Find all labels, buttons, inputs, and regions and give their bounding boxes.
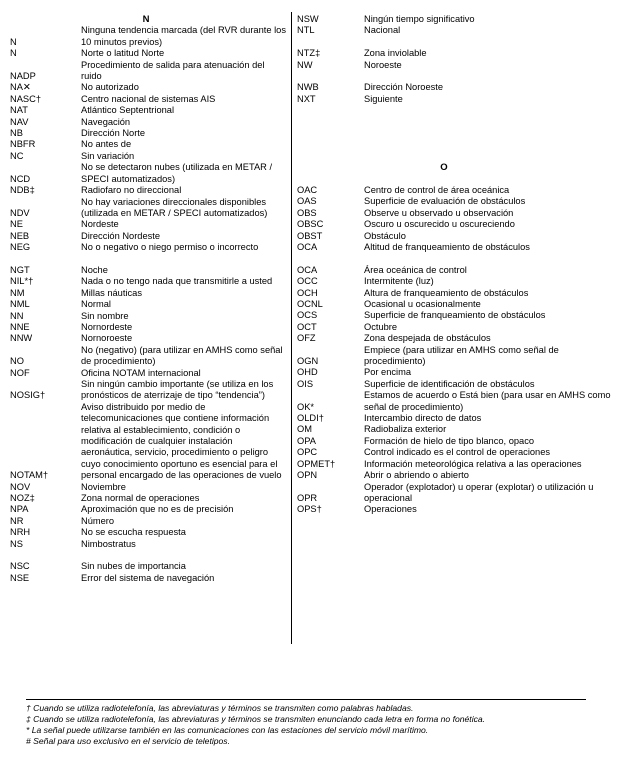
abbreviation-code: NN	[10, 310, 24, 321]
abbreviation-code: OK*	[297, 401, 315, 412]
abbreviation-meaning: Zona inviolable	[364, 48, 427, 59]
abbreviation-entry	[10, 82, 290, 93]
abbreviation-code: NGT	[10, 264, 30, 275]
abbreviation-code: NS	[10, 538, 23, 549]
spacer	[10, 254, 290, 265]
abbreviation-meaning: Siguiente	[364, 93, 403, 104]
abbreviation-meaning: Intercambio directo de datos	[364, 413, 482, 424]
abbreviation-entry	[297, 482, 622, 505]
abbreviation-entry	[10, 482, 290, 493]
abbreviation-meaning: Obstáculo	[364, 230, 406, 241]
abbreviation-code: OCA	[297, 264, 318, 275]
abbreviation-meaning: Norte o latitud Norte	[81, 48, 165, 59]
abbreviation-code: NSC	[10, 561, 30, 572]
abbreviation-code: OPN	[297, 470, 318, 481]
abbreviation-code: NWB	[297, 82, 319, 93]
abbreviation-entry	[10, 345, 290, 368]
abbreviation-entry	[297, 94, 622, 105]
abbreviation-code: NE	[10, 219, 23, 230]
abbreviation-entry	[297, 424, 622, 435]
abbreviation-code: NADP	[10, 71, 36, 82]
abbreviation-meaning: Nimbostratus	[81, 538, 136, 549]
abbreviation-meaning: Navegación	[81, 116, 131, 127]
footnote: ‡ Cuando se utiliza radiotelefonía, las abreviaturas y términos se transmiten enunciando cada letra en forma no fonética.	[26, 714, 486, 724]
abbreviation-entry	[10, 265, 290, 276]
abbreviation-code: NPA	[10, 504, 29, 515]
abbreviation-meaning: Sin nombre	[81, 310, 129, 321]
abbreviation-meaning: Noche	[81, 264, 108, 275]
abbreviation-meaning: Millas náuticas	[81, 287, 142, 298]
abbreviation-meaning: Formación de hielo de tipo blanco, opaco	[364, 435, 535, 446]
abbreviation-entry	[10, 60, 290, 83]
abbreviation-code: NR	[10, 515, 24, 526]
abbreviation-code: OCC	[297, 276, 318, 287]
abbreviation-entry	[10, 561, 290, 572]
abbreviation-entry	[10, 151, 290, 162]
abbreviation-meaning: Oficina NOTAM internacional	[81, 367, 201, 378]
abbreviation-meaning: Dirección Noroeste	[364, 82, 444, 93]
abbreviation-entry	[297, 310, 622, 321]
abbreviation-meaning: Nornordeste	[81, 321, 133, 332]
section-heading: O	[440, 162, 448, 174]
abbreviation-entry	[10, 231, 290, 242]
abbreviation-meaning: Intermitente (luz)	[364, 276, 434, 287]
abbreviation-code: NOZ‡	[10, 493, 35, 504]
abbreviation-entry	[297, 436, 622, 447]
abbreviation-meaning: Octubre	[364, 321, 398, 332]
abbreviation-meaning: Ocasional u ocasionalmente	[364, 299, 481, 310]
abbreviation-code: OCNL	[297, 299, 323, 310]
abbreviation-code: OM	[297, 424, 312, 435]
abbreviation-meaning: Noviembre	[81, 481, 126, 492]
abbreviation-meaning: Observe u observado u observación	[364, 207, 514, 218]
abbreviation-code: NRH	[10, 527, 31, 538]
footnotes	[26, 699, 586, 747]
abbreviation-code: NSW	[297, 14, 319, 24]
spacer	[297, 37, 622, 48]
abbreviation-code: NBFR	[10, 139, 36, 150]
abbreviation-meaning: Zona despejada de obstáculos	[364, 333, 491, 344]
abbreviation-entry	[297, 504, 622, 515]
abbreviation-meaning: Nada o no tengo nada que transmitirle a usted	[81, 276, 273, 287]
abbreviation-meaning: Atlántico Septentrional	[81, 105, 175, 116]
abbreviation-meaning: Aviso distribuido por medio de telecomunicaciones que contiene información relativa al establecimiento, condición o modificación de cualquier instalación aeronáutica, servicio, procedimiento o peligro cuyo conocimiento oportuno es esencial para el personal encargado de las operaciones de vuelo	[81, 401, 282, 481]
abbreviation-entry	[297, 82, 622, 93]
abbreviation-meaning: No antes de	[81, 139, 132, 150]
section-heading: N	[142, 14, 150, 25]
abbreviation-code: OPMET†	[297, 458, 336, 469]
abbreviation-entry	[10, 322, 290, 333]
abbreviation-meaning: Superficie de franqueamiento de obstáculos	[364, 310, 546, 321]
abbreviation-code: OBST	[297, 230, 323, 241]
abbreviation-meaning: Por encima	[364, 367, 412, 378]
abbreviation-code: NO	[10, 356, 24, 367]
abbreviation-meaning: Superficie de evaluación de obstáculos	[364, 196, 526, 207]
spacer	[297, 139, 622, 150]
abbreviation-code: NASC†	[10, 93, 42, 104]
abbreviation-code: OCT	[297, 321, 317, 332]
abbreviation-meaning: No se escucha respuesta	[81, 527, 186, 538]
abbreviation-entry	[10, 299, 290, 310]
abbreviation-code: OBSC	[297, 219, 324, 230]
abbreviation-meaning: No autorizado	[81, 82, 139, 93]
abbreviation-meaning: Nornoroeste	[81, 333, 133, 344]
abbreviation-entry	[10, 139, 290, 150]
abbreviation-meaning: Número	[81, 515, 115, 526]
abbreviation-entry	[10, 311, 290, 322]
abbreviation-code: OCS	[297, 310, 318, 321]
abbreviation-code: NTZ‡	[297, 48, 321, 59]
abbreviation-meaning: Operaciones	[364, 504, 417, 515]
abbreviation-entry	[10, 333, 290, 344]
abbreviation-code: NB	[10, 128, 23, 139]
abbreviation-code: OAC	[297, 184, 318, 195]
abbreviation-code: NDB‡	[10, 185, 35, 196]
footnote: † Cuando se utiliza radiotelefonía, las abreviaturas y términos se transmiten como palabras habladas.	[26, 703, 414, 713]
abbreviation-meaning: Operador (explotador) u operar (explotar) o utilización u operacional	[364, 481, 594, 503]
abbreviation-entry	[10, 185, 290, 196]
abbreviation-code: NAV	[10, 116, 29, 127]
abbreviation-code: OHD	[297, 367, 318, 378]
abbreviation-entry	[10, 527, 290, 538]
abbreviations-column-right	[297, 14, 622, 516]
abbreviation-meaning: Dirección Norte	[81, 128, 146, 139]
abbreviation-code: NC	[10, 150, 24, 161]
spacer	[297, 174, 622, 185]
abbreviation-code: OPS†	[297, 504, 322, 515]
abbreviation-code: N	[10, 36, 17, 47]
abbreviation-code: NOTAM†	[10, 470, 49, 481]
abbreviation-entry	[10, 117, 290, 128]
abbreviation-meaning: No o negativo o niego permiso o incorrecto	[81, 242, 259, 253]
abbreviation-code: NNW	[10, 333, 33, 344]
abbreviation-entry	[297, 231, 622, 242]
abbreviation-entry	[297, 185, 622, 196]
footnote: # Señal para uso exclusivo en el servicio de teletipos.	[26, 736, 230, 746]
abbreviation-code: OPC	[297, 447, 318, 458]
abbreviation-code: OCA	[297, 242, 318, 252]
abbreviation-code: NEG	[10, 242, 31, 253]
abbreviation-code: OCH	[297, 287, 318, 298]
abbreviation-entry	[297, 322, 622, 333]
abbreviation-entry	[297, 333, 622, 344]
abbreviation-entry	[10, 276, 290, 287]
abbreviation-code: OPR	[297, 492, 318, 503]
abbreviation-code: NOSIG†	[10, 390, 46, 401]
abbreviation-entry	[10, 197, 290, 220]
abbreviation-entry	[297, 242, 622, 253]
abbreviation-entry	[297, 390, 622, 413]
abbreviation-meaning: Empiece (para utilizar en AMHS como señal de procedimiento)	[364, 344, 559, 367]
abbreviation-code: NXT	[297, 93, 316, 104]
abbreviation-code: OAS	[297, 196, 317, 207]
abbreviation-code: NNE	[10, 321, 30, 332]
abbreviation-meaning: Nordeste	[81, 219, 119, 230]
abbreviation-meaning: Superficie de identificación de obstáculos	[364, 378, 535, 389]
abbreviation-meaning: Centro nacional de sistemas AIS	[81, 93, 216, 104]
abbreviation-code: NOV	[10, 481, 31, 492]
abbreviation-meaning: Radiobaliza exterior	[364, 424, 447, 435]
abbreviation-meaning: Área oceánica de control	[364, 264, 467, 275]
abbreviation-entry	[297, 219, 622, 230]
abbreviation-entry	[10, 94, 290, 105]
abbreviation-meaning: Centro de control de área oceánica	[364, 184, 510, 195]
abbreviation-entry	[10, 539, 290, 550]
abbreviation-entry	[10, 48, 290, 59]
abbreviation-entry	[10, 219, 290, 230]
abbreviation-code: NML	[10, 299, 30, 310]
abbreviation-entry	[297, 196, 622, 207]
abbreviation-entry	[297, 379, 622, 390]
abbreviation-meaning: Oscuro u oscurecido u oscureciendo	[364, 219, 515, 230]
abbreviation-entry	[10, 105, 290, 116]
abbreviation-code: OIS	[297, 378, 314, 389]
abbreviation-entry	[297, 25, 622, 36]
abbreviation-entry	[297, 265, 622, 276]
abbreviation-entry	[297, 276, 622, 287]
abbreviation-meaning: Control indicado es el control de operaciones	[364, 447, 551, 458]
abbreviation-code: OPA	[297, 435, 316, 446]
abbreviation-entry	[297, 48, 622, 59]
abbreviation-entry	[297, 299, 622, 310]
abbreviation-code: NSE	[10, 572, 30, 583]
abbreviation-meaning: No (negativo) (para utilizar en AMHS como señal de procedimiento)	[81, 344, 283, 367]
abbreviation-entry	[10, 573, 290, 584]
abbreviation-entry	[297, 60, 622, 71]
abbreviation-code: NW	[297, 59, 313, 70]
abbreviation-meaning: Ningún tiempo significativo	[364, 14, 475, 24]
abbreviation-entry	[10, 242, 290, 253]
abbreviation-code: NDV	[10, 207, 30, 218]
abbreviation-code: OBS	[297, 207, 317, 218]
abbreviation-meaning: Abrir o abriendo o abierto	[364, 470, 469, 481]
abbreviation-entry	[10, 504, 290, 515]
column-divider	[291, 12, 292, 644]
spacer	[297, 71, 622, 82]
abbreviation-meaning: Radiofaro no direccional	[81, 185, 182, 196]
abbreviation-meaning: Normal	[81, 299, 111, 310]
abbreviation-meaning: Error del sistema de navegación	[81, 572, 215, 583]
footnote: * La señal puede utilizarse también en las comunicaciones con las estaciones del servicio móvil marítimo.	[26, 725, 429, 735]
abbreviation-code: NEB	[10, 230, 30, 241]
abbreviation-entry	[297, 345, 622, 368]
abbreviation-meaning: No hay variaciones direccionales disponibles (utilizada en METAR / SPECI automatizados)	[81, 196, 268, 218]
abbreviation-code: N	[10, 48, 17, 59]
abbreviation-code: NOF	[10, 367, 30, 378]
abbreviation-entry	[10, 402, 290, 482]
abbreviation-entry	[297, 447, 622, 458]
abbreviation-code: NA✕	[10, 82, 31, 93]
abbreviation-entry	[10, 493, 290, 504]
abbreviation-entry	[10, 368, 290, 379]
abbreviation-entry	[10, 25, 290, 48]
abbreviation-meaning: No se detectaron nubes (utilizada en METAR / SPECI automatizados)	[81, 162, 273, 184]
spacer	[297, 151, 622, 162]
abbreviation-entry	[10, 128, 290, 139]
abbreviation-meaning: Noroeste	[364, 59, 402, 70]
abbreviation-code: OGN	[297, 356, 319, 367]
abbreviation-entry	[10, 379, 290, 402]
abbreviation-meaning: Procedimiento de salida para atenuación del ruido	[81, 59, 265, 82]
abbreviation-code: NTL	[297, 25, 315, 36]
abbreviation-entry	[297, 413, 622, 424]
abbreviation-code: OFZ	[297, 333, 316, 344]
abbreviation-meaning: Altura de franqueamiento de obstáculos	[364, 287, 529, 298]
abbreviation-meaning: Ninguna tendencia marcada (del RVR durante los 10 minutos previos)	[81, 25, 286, 47]
abbreviation-code: NCD	[10, 173, 31, 184]
abbreviation-meaning: Zona normal de operaciones	[81, 493, 200, 504]
abbreviation-entry	[10, 288, 290, 299]
abbreviation-meaning: Estamos de acuerdo o Está bien (para usar en AMHS como señal de procedimiento)	[364, 390, 611, 412]
abbreviation-entry	[10, 516, 290, 527]
spacer	[297, 128, 622, 139]
abbreviation-meaning: Dirección Nordeste	[81, 230, 161, 241]
abbreviation-code: NIL*†	[10, 276, 34, 287]
abbreviation-meaning: Sin nubes de importancia	[81, 561, 186, 572]
abbreviation-code: NM	[10, 287, 25, 298]
abbreviation-entry	[297, 208, 622, 219]
abbreviation-meaning: Aproximación que no es de precisión	[81, 504, 234, 515]
abbreviation-code: OLDI†	[297, 413, 324, 424]
abbreviation-meaning: Sin ningún cambio importante (se utiliza en los pronósticos de aterrizaje de tipo “tendencia”)	[81, 378, 274, 401]
abbreviation-entry	[297, 288, 622, 299]
abbreviation-entry	[297, 14, 622, 25]
abbreviation-meaning: Nacional	[364, 25, 401, 36]
spacer	[297, 105, 622, 116]
spacer	[297, 253, 622, 264]
abbreviation-meaning: Información meteorológica relativa a las operaciones	[364, 458, 582, 469]
abbreviation-entry	[10, 162, 290, 185]
abbreviation-entry	[297, 459, 622, 470]
abbreviation-entry	[297, 367, 622, 378]
abbreviation-code: NAT	[10, 105, 28, 116]
abbreviation-entry	[297, 470, 622, 481]
abbreviation-meaning: Sin variación	[81, 150, 135, 161]
abbreviations-column-left	[10, 14, 290, 584]
spacer	[10, 550, 290, 561]
abbreviation-meaning: Altitud de franqueamiento de obstáculos	[364, 242, 530, 252]
spacer	[297, 117, 622, 128]
